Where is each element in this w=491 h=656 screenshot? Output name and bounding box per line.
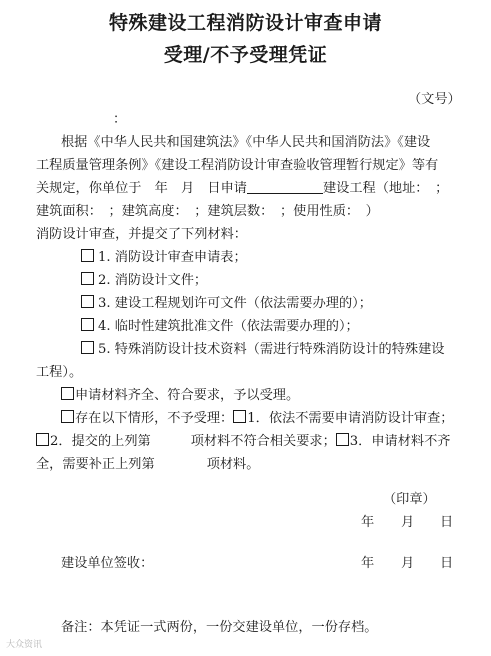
reject-reason-2-end: 项材料不符合相关要求； bbox=[190, 434, 336, 449]
paragraph-line-3-end: 建设工程（地址： ； bbox=[323, 181, 449, 196]
document-number: （文号） bbox=[408, 92, 461, 107]
paragraph-line-3 bbox=[36, 177, 448, 196]
material-item-3 bbox=[81, 292, 372, 311]
paragraph-line-1: 根据《中华人民共和国建筑法》《中华人民共和国消防法》《建设 bbox=[61, 135, 431, 150]
checkbox-icon bbox=[61, 410, 74, 423]
material-item-label: 2. 消防设计文件； bbox=[98, 273, 208, 288]
watermark: 大众资讯 bbox=[6, 640, 43, 650]
date-day-1: 日 bbox=[440, 515, 454, 530]
checkbox-icon bbox=[61, 387, 74, 400]
date-month-1: 月 bbox=[401, 515, 415, 530]
date-day-2: 日 bbox=[440, 556, 454, 571]
material-item-1 bbox=[81, 246, 247, 265]
checkbox-icon bbox=[233, 410, 246, 423]
checkbox-icon bbox=[81, 341, 94, 354]
material-item-label: 1. 消防设计审查申请表； bbox=[98, 250, 247, 265]
addressee-colon: ： bbox=[113, 112, 127, 127]
material-item-label: 5. 特殊消防设计技术资料（需进行特殊消防设计的特殊建设 bbox=[98, 342, 445, 357]
checkbox-icon bbox=[81, 272, 94, 285]
project-name-blank bbox=[247, 181, 323, 194]
material-item-4 bbox=[81, 315, 359, 334]
document-title-line2: 受理/不予受理凭证 bbox=[163, 44, 328, 66]
reject-line-2 bbox=[36, 430, 450, 449]
material-item-label: 4. 临时性建筑批准文件（依法需要办理的）； bbox=[98, 319, 359, 334]
reject-reason-3-end: 项材料。 bbox=[206, 457, 260, 472]
date-year-2: 年 bbox=[361, 556, 375, 571]
reject-option bbox=[61, 407, 453, 426]
paragraph-line-4: 建筑面积： ；建筑高度： ；建筑层数： ；使用性质： ） bbox=[36, 204, 379, 219]
checkbox-icon bbox=[81, 295, 94, 308]
accept-label: 申请材料齐全、符合要求，予以受理。 bbox=[75, 388, 300, 403]
paragraph-line-3-start: 关规定，你单位于 年 月 日申请 bbox=[36, 181, 247, 196]
reject-reason-2-start: 2．提交的上列第 bbox=[50, 434, 151, 449]
date-year-1: 年 bbox=[361, 515, 375, 530]
reject-reason-3-mid: 全，需要补正上列第 bbox=[36, 457, 155, 472]
material-item-2 bbox=[81, 269, 207, 288]
footer-note: 备注：本凭证一式两份，一份交建设单位，一份存档。 bbox=[61, 620, 378, 635]
document-title-line1: 特殊建设工程消防设计审查申请 bbox=[108, 12, 382, 34]
checkbox-icon bbox=[36, 433, 49, 446]
checkbox-icon bbox=[81, 318, 94, 331]
checkbox-icon bbox=[81, 249, 94, 262]
date-month-2: 月 bbox=[401, 556, 415, 571]
material-item-5-cont: 工程）。 bbox=[36, 365, 83, 380]
signature-label: 建设单位签收： bbox=[61, 556, 154, 571]
reject-line-3 bbox=[36, 453, 259, 472]
checkbox-icon bbox=[336, 433, 349, 446]
material-item-label: 3. 建设工程规划许可文件（依法需要办理的）； bbox=[98, 296, 372, 311]
paragraph-line-2: 工程质量管理条例》《建设工程消防设计审查验收管理暂行规定》等有 bbox=[36, 158, 439, 173]
accept-option bbox=[61, 384, 299, 403]
reject-reason-1: 1．依法不需要申请消防设计审查； bbox=[247, 411, 454, 426]
paragraph-line-5: 消防设计审查，并提交了下列材料： bbox=[36, 227, 247, 242]
material-item-5 bbox=[81, 338, 444, 357]
reject-label: 存在以下情形，不予受理： bbox=[75, 411, 234, 426]
reject-reason-3-start: 3．申请材料不齐 bbox=[349, 434, 451, 449]
seal-label: （印章） bbox=[383, 492, 436, 507]
